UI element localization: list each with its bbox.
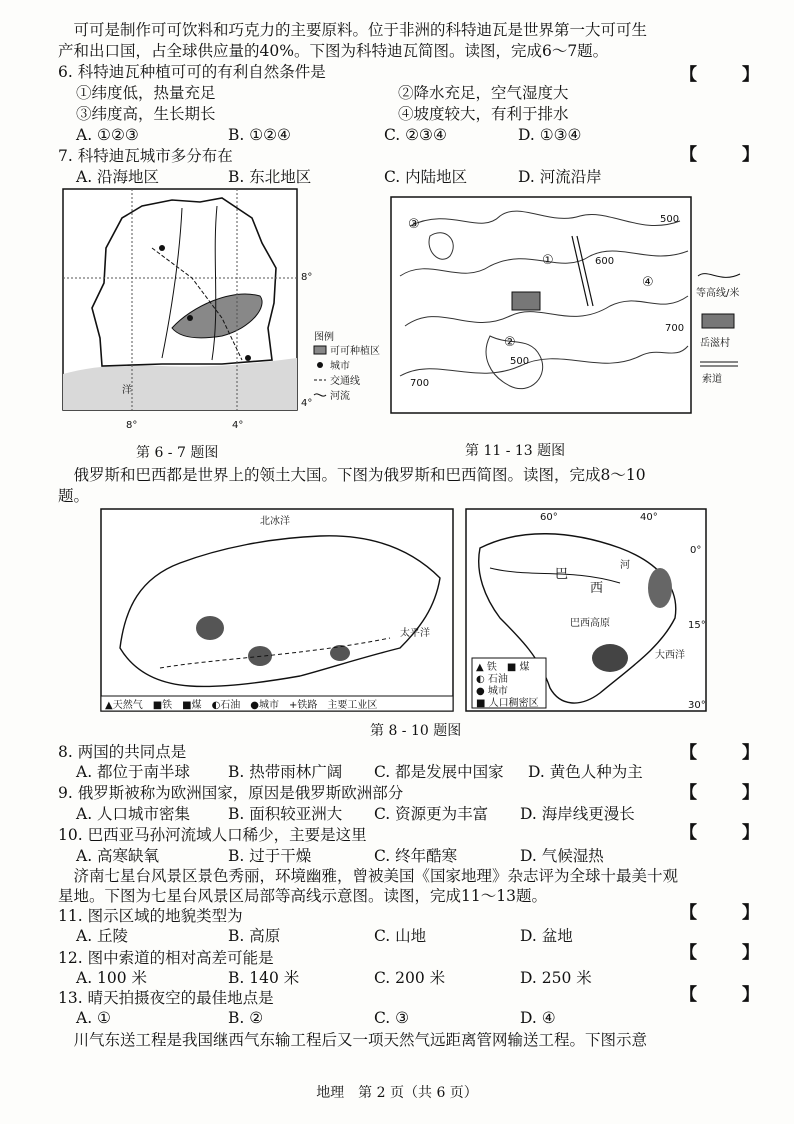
q12-option-d: D. 250 米	[520, 969, 592, 987]
lat-top-label: 8°	[301, 272, 313, 283]
q8-option-a: A. 都位于南半球	[76, 763, 191, 781]
q7-option-b: B. 东北地区	[228, 168, 312, 186]
q7-stem: 7. 科特迪瓦城市多分布在	[58, 147, 233, 165]
q6-stem: 6. 科特迪瓦种植可可的有利自然条件是	[58, 63, 326, 81]
brazil-legend-2: ◐ 石油	[476, 674, 508, 685]
q9-option-d: D. 海岸线更漫长	[520, 805, 635, 823]
q8-stem: 8. 两国的共同点是	[58, 743, 187, 761]
q7-option-d: D. 河流沿岸	[518, 168, 602, 186]
q6-answer-bracket: 【 】	[680, 65, 773, 85]
brazil-legend-4: ■ 人口稠密区	[476, 698, 539, 709]
marker-4: ④	[642, 275, 654, 290]
q7-option-c: C. 内陆地区	[384, 168, 468, 186]
village-marker	[512, 292, 540, 310]
cote-divoire-map	[62, 188, 380, 433]
contour-600: 600	[595, 256, 615, 267]
russia-legend: ▲天然气 ■铁 ■煤 ◐石油 ●城市 +铁路 主要工业区	[105, 700, 378, 711]
q10-stem: 10. 巴西亚马孙河流域人口稀少，主要是这里	[58, 826, 367, 844]
q12-option-c: C. 200 米	[374, 969, 446, 987]
lat-30-label: 30°	[688, 700, 706, 711]
intro-8-10-line2: 题。	[58, 487, 90, 505]
legend-transport: 交通线	[330, 376, 360, 387]
intro-11-13-line1: 济南七星台风景区景色秀丽，环境幽雅，曾被美国《国家地理》杂志评为全球十最美十观	[58, 867, 679, 885]
lat-bottom-label: 4°	[301, 398, 313, 409]
contour-700-b: 700	[410, 378, 430, 389]
q9-option-a: A. 人口城市密集	[76, 805, 191, 823]
arctic-ocean-label: 北冰洋	[260, 516, 290, 527]
q6-item-3: ③纬度高，生长期长	[76, 105, 216, 123]
q11-answer-bracket: 【 】	[680, 903, 773, 923]
legend-cableway: 索道	[702, 374, 722, 385]
last-line: 川气东送工程是我国继西气东输工程后又一项天然气远距离管网输送工程。下图示意	[58, 1031, 648, 1049]
q13-option-b: B. ②	[228, 1009, 264, 1027]
brazil-legend-1: ▲ 铁 ■ 煤	[476, 662, 530, 673]
legend-title: 图例	[314, 332, 334, 343]
brazil-legend-3: ● 城市	[476, 686, 508, 697]
fig-8-10-caption: 第 8 - 10 题图	[370, 723, 462, 739]
q10-option-c: C. 终年酷寒	[374, 847, 458, 865]
lat-0-label: 0°	[690, 545, 702, 556]
pacific-label: 太平洋	[400, 628, 430, 639]
q10-option-d: D. 气候湿热	[520, 847, 604, 865]
q9-stem: 9. 俄罗斯被称为欧洲国家，原因是俄罗斯欧洲部分	[58, 784, 404, 802]
q12-stem: 12. 图中索道的相对高差可能是	[58, 949, 274, 967]
q10-option-b: B. 过于干燥	[228, 847, 312, 865]
fig-11-13-caption: 第 11 - 13 题图	[465, 443, 566, 459]
q13-answer-bracket: 【 】	[680, 985, 773, 1005]
sea-label: 洋	[122, 385, 132, 396]
q13-option-a: A. ①	[76, 1009, 111, 1027]
intro-6-7-line2: 产和出口国，占全球供应量的40%。下图为科特迪瓦简图。读图，完成6～7题。	[58, 42, 609, 60]
legend-cocoa: 可可种植区	[330, 346, 380, 357]
lon-60-label: 60°	[540, 512, 558, 523]
brazil-label-2: 西	[590, 581, 604, 596]
q9-option-c: C. 资源更为丰富	[374, 805, 489, 823]
lon-left-label: 8°	[126, 420, 138, 431]
q8-answer-bracket: 【 】	[680, 743, 773, 763]
intro-8-10-line1: 俄罗斯和巴西都是世界上的领土大国。下图为俄罗斯和巴西简图。读图，完成8～10	[58, 466, 646, 484]
marker-3: ③	[408, 217, 420, 232]
q12-option-b: B. 140 米	[228, 969, 300, 987]
intro-6-7-line1: 可可是制作可可饮料和巧克力的主要原料。位于非洲的科特迪瓦是世界第一大可可生	[58, 21, 648, 39]
q6-item-2: ②降水充足，空气湿度大	[398, 84, 569, 102]
q13-option-c: C. ③	[374, 1009, 410, 1027]
q11-option-c: C. 山地	[374, 927, 427, 945]
q11-stem: 11. 图示区域的地貌类型为	[58, 907, 243, 925]
contour-700: 700	[665, 323, 685, 334]
contour-map	[390, 196, 750, 416]
q6-item-1: ①纬度低，热量充足	[76, 84, 216, 102]
q6-option-c: C. ②③④	[384, 126, 447, 144]
q11-option-a: A. 丘陵	[76, 927, 129, 945]
atlantic-label: 大西洋	[655, 650, 685, 661]
brazil-label-1: 巴	[555, 567, 569, 582]
q10-answer-bracket: 【 】	[680, 823, 773, 843]
q6-option-b: B. ①②④	[228, 126, 291, 144]
russia-brazil-map	[100, 508, 720, 718]
q12-answer-bracket: 【 】	[680, 943, 773, 963]
q7-option-a: A. 沿海地区	[76, 168, 160, 186]
legend-village: 岳滋村	[700, 338, 730, 349]
legend-city: 城市	[330, 361, 350, 372]
contour-500: 500	[660, 214, 680, 225]
page-footer: 地理 第 2 页（共 6 页）	[316, 1085, 478, 1101]
q10-option-a: A. 高寒缺氧	[76, 847, 160, 865]
lon-40-label: 40°	[640, 512, 658, 523]
q11-option-d: D. 盆地	[520, 927, 573, 945]
q8-option-b: B. 热带雨林广阔	[228, 763, 343, 781]
q13-option-d: D. ④	[520, 1009, 556, 1027]
contour-500-b: 500	[510, 356, 530, 367]
legend-contour: 等高线/米	[696, 288, 740, 299]
q9-option-b: B. 面积较亚洲大	[228, 805, 343, 823]
q6-option-a: A. ①②③	[76, 126, 139, 144]
q11-option-b: B. 高原	[228, 927, 281, 945]
plateau-label: 巴西高原	[570, 618, 610, 629]
marker-1: ①	[542, 253, 554, 268]
q9-answer-bracket: 【 】	[680, 783, 773, 803]
q6-item-4: ④坡度较大，有利于排水	[398, 105, 569, 123]
intro-11-13-line2: 星地。下图为七星台风景区局部等高线示意图。读图，完成11～13题。	[58, 887, 547, 905]
q13-stem: 13. 晴天拍摄夜空的最佳地点是	[58, 989, 274, 1007]
lon-right-label: 4°	[232, 420, 244, 431]
q6-option-d: D. ①③④	[518, 126, 582, 144]
lat-15-label: 15°	[688, 620, 706, 631]
river-label: 河	[620, 560, 630, 571]
legend-river: 河流	[330, 391, 350, 402]
q8-option-c: C. 都是发展中国家	[374, 763, 504, 781]
q8-option-d: D. 黄色人种为主	[528, 763, 643, 781]
q7-answer-bracket: 【 】	[680, 145, 773, 165]
fig-6-7-caption: 第 6 - 7 题图	[136, 445, 219, 461]
marker-2: ②	[504, 335, 516, 350]
q12-option-a: A. 100 米	[76, 969, 148, 987]
